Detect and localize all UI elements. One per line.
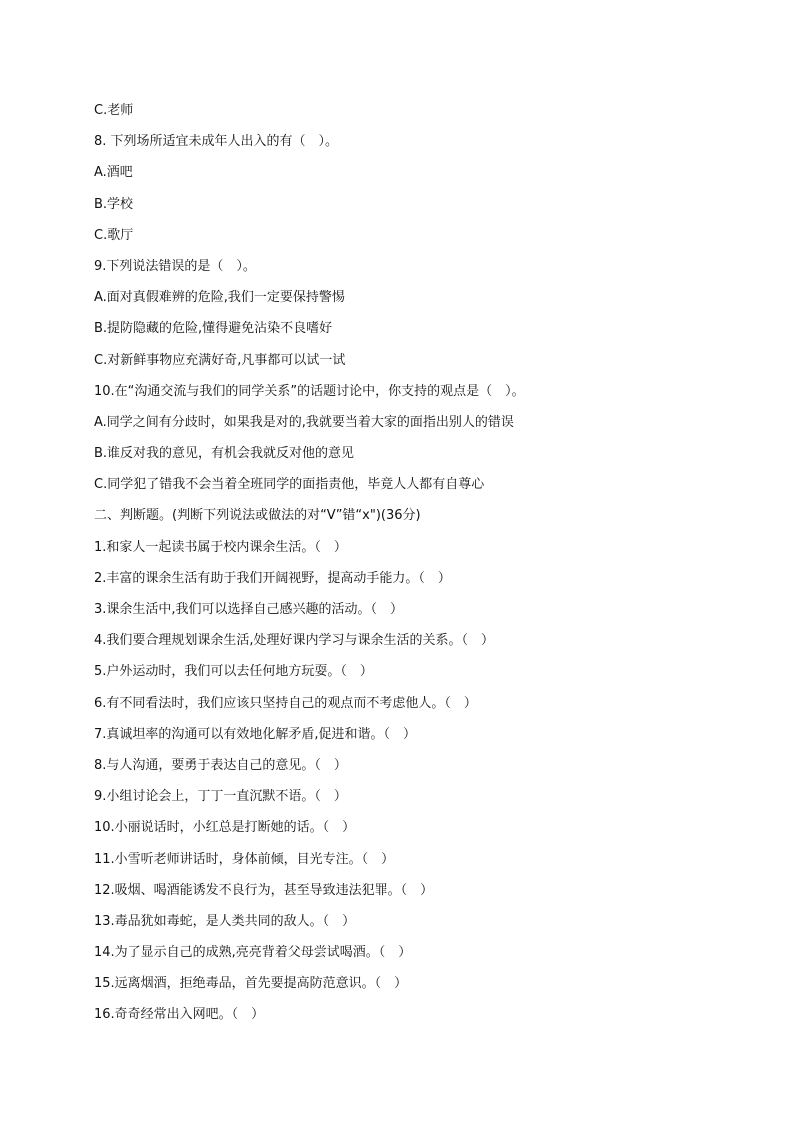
option-c: C.歌厅 — [94, 227, 134, 243]
option-a: A.酒吧 — [94, 165, 133, 181]
option-c: C.对新鲜事物应充满好奇,凡事都可以试一试 — [94, 352, 346, 368]
option-b: B.学校 — [94, 196, 134, 212]
option-c-teacher: C.老师 — [94, 103, 134, 118]
judgement-item-10: 10.小丽说话时，小红总是打断她的话。（ ） — [94, 820, 356, 836]
judgement-item-14: 14.为了显示自己的成熟,亮亮背着父母尝试喝酒。（ ） — [94, 945, 412, 961]
judgement-item-7: 7.真诚坦率的沟通可以有效地化解矛盾,促进和谐。（ ） — [94, 726, 417, 742]
section-heading-true-false: 二、判断题。(判断下列说法或做法的对“V”错“x")(36分) — [94, 508, 421, 524]
judgement-item-12: 12.吸烟、喝酒能诱发不良行为，甚至导致违法犯罪。（ ） — [94, 882, 434, 898]
judgement-item-6: 6.有不同看法时，我们应该只坚持自己的观点而不考虑他人。（ ） — [94, 695, 477, 711]
judgement-item-2: 2.丰富的课余生活有助于我们开阔视野，提高动手能力。（ ） — [94, 570, 451, 586]
question-9: 9.下列说法错误的是（ ）。 — [94, 258, 256, 274]
judgement-item-16: 16.奇奇经常出入网吧。（ ） — [94, 1007, 265, 1023]
option-c: C.同学犯了错我不会当着全班同学的面指责他，毕竟人人都有自尊心 — [94, 477, 485, 493]
option-a: A.同学之间有分歧时，如果我是对的,我就要当着大家的面指出别人的错误 — [94, 414, 514, 430]
option-a: A.面对真假难辨的危险,我们一定要保持警惕 — [94, 290, 345, 306]
question-10: 10.在“沟通交流与我们的同学关系”的话题讨论中，你支持的观点是（ ）。 — [94, 383, 525, 399]
judgement-item-5: 5.户外运动时，我们可以去任何地方玩耍。（ ） — [94, 664, 373, 680]
judgement-item-1: 1.和家人一起读书属于校内课余生活。（ ） — [94, 539, 347, 555]
judgement-item-4: 4.我们要合理规划课余生活,处理好课内学习与课余生活的关系。（ ） — [94, 633, 495, 649]
option-b: B.提防隐藏的危险,懂得避免沾染不良嗜好 — [94, 321, 333, 337]
judgement-item-15: 15.远离烟酒，拒绝毒品，首先要提高防范意识。（ ） — [94, 976, 408, 992]
question-8: 8. 下列场所适宜未成年人出入的有（ ）。 — [94, 134, 339, 150]
judgement-item-13: 13.毒品犹如毒蛇，是人类共同的敌人。（ ） — [94, 913, 356, 929]
judgement-item-3: 3.课余生活中,我们可以选择自己感兴趣的活动。（ ） — [94, 602, 404, 617]
document-body — [94, 98, 734, 1034]
judgement-item-8: 8.与人沟通，要勇于表达自己的意见。（ ） — [94, 757, 347, 773]
option-b: B.谁反对我的意见，有机会我就反对他的意见 — [94, 446, 355, 462]
judgement-item-11: 11.小雪听老师讲话时，身体前倾，目光专注。（ ） — [94, 851, 395, 867]
judgement-item-9: 9.小组讨论会上，丁丁一直沉默不语。（ ） — [94, 789, 347, 805]
